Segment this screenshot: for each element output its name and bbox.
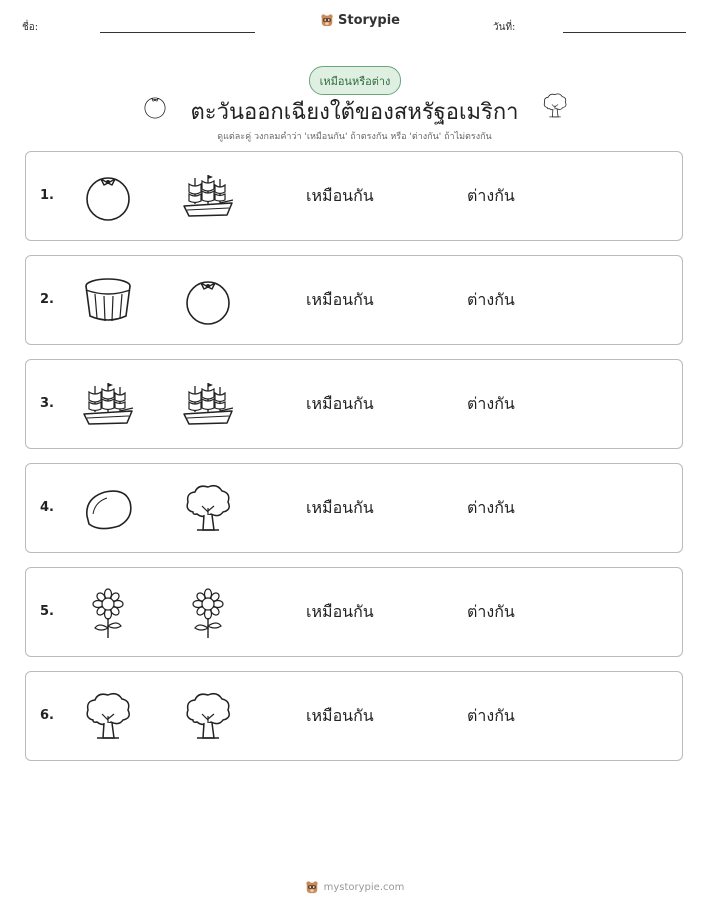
- orange-icon: [181, 274, 235, 328]
- footer: [0, 879, 709, 895]
- orange-icon: [81, 170, 135, 224]
- question-row-5: [25, 567, 683, 657]
- brand-logo: [320, 12, 400, 28]
- tree-icon: [81, 690, 135, 744]
- same-option[interactable]: เหมือนกัน: [306, 706, 374, 725]
- ship-icon: [181, 170, 235, 224]
- question-row-6: [25, 671, 683, 761]
- different-option[interactable]: ต่างกัน: [467, 394, 515, 413]
- sunflower-icon: [181, 586, 235, 640]
- same-option[interactable]: เหมือนกัน: [306, 498, 374, 517]
- instructions: ดูแต่ละคู่ วงกลมคำว่า 'เหมือนกัน' ถ้าตรงกัน หรือ 'ต่างกัน' ถ้าไม่ตรงกัน: [217, 132, 492, 142]
- sunflower-icon: [81, 586, 135, 640]
- question-number: 5.: [40, 604, 54, 619]
- same-option[interactable]: เหมือนกัน: [306, 290, 374, 309]
- different-option[interactable]: ต่างกัน: [467, 290, 515, 309]
- question-number: 6.: [40, 708, 54, 723]
- tree-icon: [541, 92, 569, 120]
- name-label: ชื่อ:: [22, 22, 39, 33]
- same-option[interactable]: เหมือนกัน: [306, 602, 374, 621]
- page-title: ตะวันออกเฉียงใต้ของสหรัฐอเมริกา: [190, 100, 519, 125]
- question-row-2: [25, 255, 683, 345]
- bear-icon: [320, 12, 334, 28]
- tree-icon: [181, 690, 235, 744]
- category-tag: เหมือนหรือต่าง: [309, 66, 401, 95]
- question-row-3: [25, 359, 683, 449]
- question-number: 3.: [40, 396, 54, 411]
- brand-name: Storypie: [338, 12, 400, 28]
- question-row-4: [25, 463, 683, 553]
- name-line[interactable]: [100, 32, 255, 33]
- question-number: 4.: [40, 500, 54, 515]
- footer-url[interactable]: mystorypie.com: [323, 881, 405, 893]
- question-row-1: [25, 151, 683, 241]
- date-label: วันที่:: [493, 22, 516, 33]
- drum-icon: [81, 274, 135, 328]
- different-option[interactable]: ต่างกัน: [467, 602, 515, 621]
- same-option[interactable]: เหมือนกัน: [306, 186, 374, 205]
- bear-icon: [305, 879, 319, 895]
- different-option[interactable]: ต่างกัน: [467, 186, 515, 205]
- ship-icon: [181, 378, 235, 432]
- tree-icon: [181, 482, 235, 536]
- different-option[interactable]: ต่างกัน: [467, 498, 515, 517]
- stone-icon: [81, 482, 135, 536]
- date-line[interactable]: [563, 32, 686, 33]
- different-option[interactable]: ต่างกัน: [467, 706, 515, 725]
- question-number: 2.: [40, 292, 54, 307]
- question-number: 1.: [40, 188, 54, 203]
- same-option[interactable]: เหมือนกัน: [306, 394, 374, 413]
- ship-icon: [81, 378, 135, 432]
